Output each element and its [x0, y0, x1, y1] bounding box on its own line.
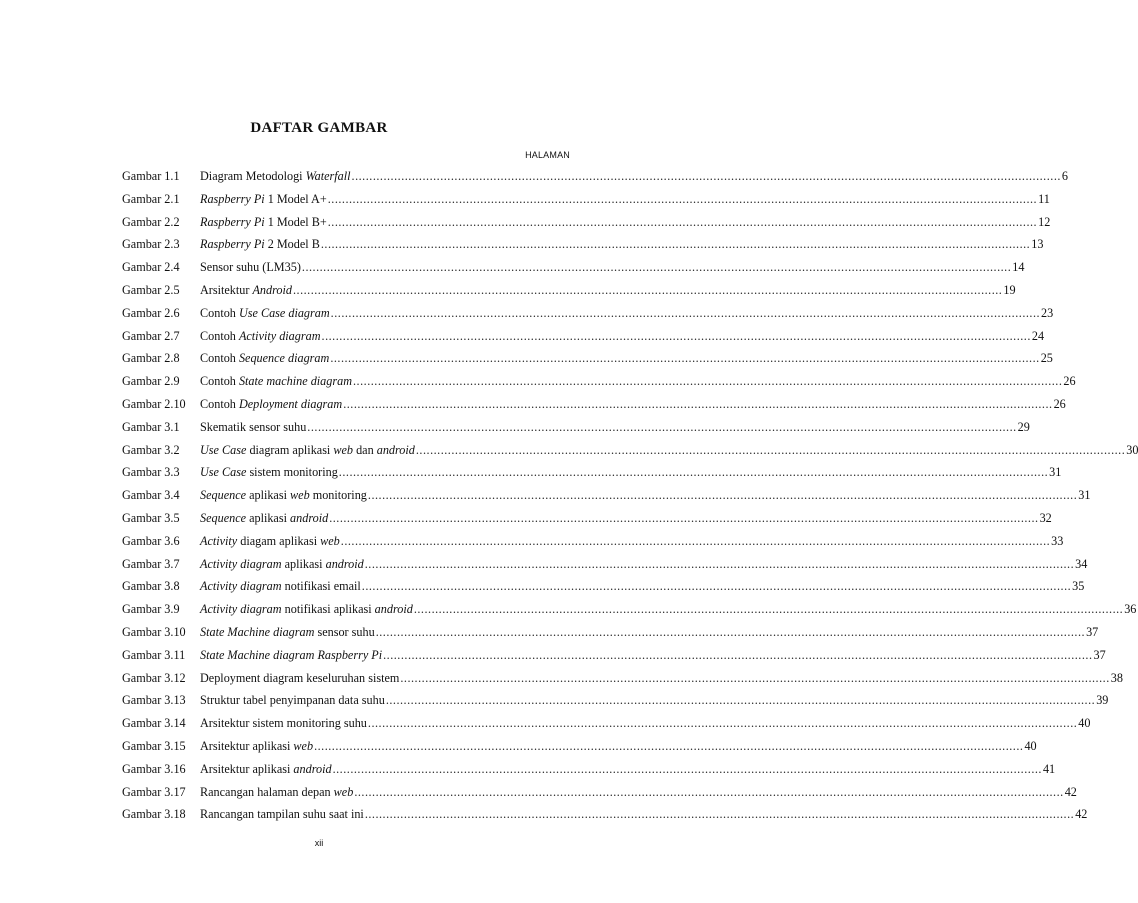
- figure-caption: [200, 283, 292, 298]
- caption-part: web: [333, 784, 354, 799]
- figure-number: Gambar 2.6: [122, 305, 180, 320]
- dot-leader: [321, 237, 1030, 252]
- figure-caption: [200, 716, 367, 731]
- caption-part: Deployment diagram keseluruhan sistem: [200, 670, 400, 685]
- dot-leader: [333, 762, 1042, 777]
- dot-leader: [322, 329, 1031, 344]
- figure-page-number: 19: [1003, 282, 1016, 297]
- caption-part: Sequence diagram: [238, 351, 330, 366]
- caption-part: Waterfall: [305, 169, 351, 183]
- list-item: [122, 556, 1088, 580]
- list-item: [122, 670, 1123, 694]
- figure-number: Gambar 2.2: [122, 214, 180, 229]
- figure-page-number: 6: [1061, 169, 1068, 183]
- list-item: [122, 716, 1091, 739]
- figure-caption: [200, 625, 375, 640]
- caption-part: 2 Model B: [264, 237, 320, 252]
- page-column-header: HALAMAN: [525, 150, 570, 160]
- figure-caption: [200, 192, 327, 207]
- figure-caption: [200, 443, 415, 458]
- caption-part: aplikasi: [246, 510, 291, 525]
- list-item: [122, 419, 1030, 443]
- list-item: [122, 260, 1025, 283]
- figure-number: Gambar 3.1: [122, 419, 180, 434]
- figure-number: Gambar 3.12: [122, 670, 186, 685]
- dot-leader: [339, 465, 1048, 480]
- dot-leader: [368, 488, 1077, 503]
- figure-number: Gambar 2.9: [122, 374, 180, 389]
- figure-page-number: 42: [1075, 807, 1088, 822]
- figure-caption: [200, 739, 313, 754]
- dot-leader: [353, 374, 1062, 389]
- list-item: [122, 237, 1044, 260]
- figure-number: Gambar 3.14: [122, 716, 186, 731]
- figure-number: Gambar 2.5: [122, 282, 180, 297]
- dot-leader: [400, 671, 1109, 686]
- caption-part: Sensor suhu (LM35): [200, 260, 301, 275]
- caption-part: Contoh: [200, 396, 239, 411]
- caption-part: Activity diagram: [200, 579, 282, 594]
- list-item: [122, 579, 1085, 602]
- list-item: [122, 624, 1099, 648]
- caption-part: Contoh: [200, 374, 239, 389]
- caption-part: aplikasi: [281, 556, 326, 571]
- caption-part: android: [374, 602, 413, 617]
- figure-page-number: 42: [1064, 784, 1077, 799]
- caption-part: Activity diagram: [200, 602, 282, 617]
- figure-number: Gambar 3.5: [122, 510, 180, 525]
- figure-page-number: 36: [1124, 602, 1137, 617]
- list-item: [122, 351, 1053, 374]
- figure-number: Gambar 3.15: [122, 738, 186, 753]
- list-item: [122, 533, 1064, 557]
- caption-part: Diagram Metodologi: [200, 169, 306, 183]
- figure-caption: [200, 648, 382, 663]
- caption-part: Contoh: [200, 305, 239, 320]
- figure-caption: [200, 693, 385, 708]
- figure-number: Gambar 1.1: [122, 169, 180, 183]
- list-item: [122, 282, 1016, 306]
- list-item: [122, 465, 1062, 488]
- list-item: [122, 784, 1077, 808]
- caption-part: android: [293, 761, 332, 776]
- caption-part: Activity diagram: [238, 328, 321, 343]
- figure-number: Gambar 3.13: [122, 693, 186, 708]
- dot-leader: [343, 397, 1052, 412]
- figure-number: Gambar 2.7: [122, 328, 180, 343]
- dot-leader: [362, 579, 1071, 594]
- figure-caption: [200, 260, 301, 275]
- figure-page-number: 40: [1024, 738, 1037, 753]
- figure-page-number: 37: [1093, 647, 1106, 662]
- dot-leader: [414, 602, 1123, 617]
- page-title: DAFTAR GAMBAR: [250, 120, 388, 136]
- figure-page-number: 38: [1110, 670, 1123, 685]
- caption-part: Arsitektur aplikasi: [200, 738, 294, 753]
- figure-number: Gambar 3.17: [122, 784, 186, 799]
- dot-leader: [302, 260, 1011, 275]
- dot-leader: [386, 693, 1095, 708]
- caption-part: sistem monitoring: [246, 465, 338, 480]
- caption-part: diagam aplikasi: [237, 533, 321, 548]
- list-item: [122, 488, 1091, 511]
- caption-part: Arsitektur sistem monitoring suhu: [200, 716, 367, 731]
- list-item: [122, 305, 1054, 329]
- figure-page-number: 31: [1078, 488, 1091, 503]
- figure-caption: [200, 329, 321, 344]
- list-item: [122, 647, 1106, 671]
- figure-page-number: 30: [1126, 442, 1138, 457]
- list-item: [122, 807, 1088, 830]
- caption-part: Android: [252, 282, 292, 297]
- figure-caption: [200, 579, 361, 594]
- dot-leader: [365, 807, 1074, 822]
- caption-part: State Machine diagram: [200, 624, 315, 639]
- dot-leader: [376, 625, 1085, 640]
- list-item: [122, 693, 1109, 716]
- list-of-figures: [122, 169, 1138, 830]
- dot-leader: [331, 306, 1040, 321]
- list-item: [122, 374, 1076, 397]
- caption-part: web: [290, 488, 310, 503]
- caption-part: Rancangan halaman depan: [200, 784, 334, 799]
- dot-leader: [314, 739, 1023, 754]
- dot-leader: [416, 443, 1125, 458]
- caption-part: web: [320, 533, 340, 548]
- figure-page-number: 25: [1040, 351, 1053, 366]
- dot-leader: [328, 215, 1037, 230]
- caption-part: Use Case diagram: [238, 305, 330, 320]
- caption-part: Arsitektur aplikasi: [200, 761, 294, 776]
- list-item: [122, 442, 1138, 466]
- dot-leader: [383, 648, 1092, 663]
- caption-part: dan: [353, 442, 377, 457]
- dot-leader: [329, 511, 1038, 526]
- figure-number: Gambar 3.18: [122, 807, 186, 822]
- figure-number: Gambar 2.1: [122, 191, 180, 206]
- figure-page-number: 24: [1031, 328, 1045, 343]
- figure-page-number: 26: [1053, 396, 1066, 411]
- caption-part: 1 Model A+: [264, 191, 327, 206]
- figure-caption: [200, 557, 364, 572]
- caption-part: Contoh: [200, 328, 239, 343]
- figure-number: Gambar 3.10: [122, 624, 186, 639]
- figure-page-number: 32: [1039, 510, 1052, 525]
- list-item: [122, 602, 1137, 625]
- figure-number: Gambar 3.11: [122, 647, 186, 662]
- caption-part: Raspberry Pi: [200, 191, 265, 206]
- figure-page-number: 23: [1041, 305, 1054, 320]
- figure-number: Gambar 2.4: [122, 260, 180, 275]
- dot-leader: [354, 785, 1063, 800]
- caption-part: Rancangan tampilan suhu saat ini: [200, 807, 364, 822]
- figure-caption: [200, 420, 306, 435]
- figure-page-number: 41: [1042, 761, 1056, 776]
- caption-part: Activity: [200, 533, 238, 548]
- figure-page-number: 33: [1051, 533, 1064, 548]
- page-number-footer: xii: [314, 838, 324, 848]
- figure-caption: [200, 465, 338, 480]
- list-item: [122, 510, 1052, 534]
- caption-part: Sequence: [200, 488, 247, 503]
- figure-page-number: 39: [1096, 693, 1109, 708]
- list-item: [122, 169, 1068, 192]
- figure-caption: [200, 397, 342, 412]
- figure-page-number: 31: [1049, 465, 1062, 480]
- figure-page-number: 34: [1075, 556, 1088, 571]
- caption-part: Use Case: [200, 442, 247, 457]
- figure-page-number: 40: [1078, 716, 1091, 731]
- caption-part: aplikasi: [246, 488, 291, 503]
- caption-part: notifikasi aplikasi: [281, 602, 375, 617]
- figure-number: Gambar 3.3: [122, 465, 180, 480]
- figure-caption: [200, 671, 399, 686]
- figure-caption: [200, 511, 328, 526]
- figure-number: Gambar 2.3: [122, 237, 180, 252]
- figure-caption: [200, 785, 353, 800]
- caption-part: diagram aplikasi: [246, 442, 334, 457]
- figure-number: Gambar 3.9: [122, 602, 180, 617]
- caption-part: android: [290, 510, 329, 525]
- dot-leader: [293, 283, 1002, 298]
- dot-leader: [307, 420, 1016, 435]
- figure-page-number: 14: [1012, 260, 1025, 275]
- figure-caption: [200, 534, 340, 549]
- caption-part: android: [376, 442, 415, 457]
- list-item: [122, 191, 1050, 215]
- figure-caption: [200, 306, 330, 321]
- figure-caption: [200, 807, 364, 822]
- dot-leader: [368, 716, 1077, 731]
- caption-part: android: [325, 556, 364, 571]
- caption-part: web: [293, 738, 314, 753]
- figure-number: Gambar 3.4: [122, 488, 180, 503]
- figure-page-number: 35: [1072, 579, 1085, 594]
- list-item: [122, 738, 1037, 762]
- caption-part: Deployment diagram: [238, 396, 343, 411]
- caption-part: notifikasi email: [281, 579, 361, 594]
- caption-part: State Machine diagram Raspberry Pi: [200, 647, 383, 662]
- figure-page-number: 13: [1031, 237, 1044, 252]
- caption-part: sensor suhu: [314, 624, 375, 639]
- figure-number: Gambar 2.8: [122, 351, 180, 366]
- figure-caption: [200, 374, 352, 389]
- list-item: [122, 214, 1051, 238]
- caption-part: monitoring: [309, 488, 367, 503]
- list-item: [122, 396, 1066, 420]
- caption-part: Struktur tabel penyimpanan data suhu: [200, 693, 385, 708]
- figure-caption: [200, 602, 413, 617]
- figure-number: Gambar 3.8: [122, 579, 180, 594]
- figure-page-number: 26: [1063, 374, 1076, 389]
- caption-part: Arsitektur: [200, 282, 253, 297]
- figure-number: Gambar 3.2: [122, 442, 180, 457]
- dot-leader: [341, 534, 1050, 549]
- figure-page-number: 37: [1086, 624, 1099, 639]
- dot-leader: [352, 169, 1061, 184]
- figure-caption: [200, 762, 332, 777]
- caption-part: Activity diagram: [200, 556, 282, 571]
- caption-part: Contoh: [200, 351, 239, 366]
- dot-leader: [330, 351, 1039, 366]
- figure-page-number: 12: [1038, 214, 1051, 229]
- caption-part: State machine diagram: [238, 374, 352, 389]
- figure-page-number: 29: [1017, 419, 1030, 434]
- figure-caption: [200, 215, 327, 230]
- dot-leader: [365, 557, 1074, 572]
- figure-number: Gambar 3.7: [122, 556, 180, 571]
- caption-part: Raspberry Pi: [200, 237, 265, 252]
- figure-caption: [200, 169, 351, 184]
- caption-part: Use Case: [200, 465, 247, 480]
- figure-number: Gambar 3.16: [122, 761, 186, 776]
- figure-caption: [200, 351, 329, 366]
- caption-part: web: [333, 442, 354, 457]
- caption-part: Skematik sensor suhu: [200, 419, 307, 434]
- figure-page-number: 11: [1038, 191, 1050, 206]
- figure-caption: [200, 488, 367, 503]
- list-item: [122, 328, 1045, 352]
- figure-caption: [200, 237, 320, 252]
- caption-part: 1 Model B+: [264, 214, 327, 229]
- caption-part: Raspberry Pi: [200, 214, 265, 229]
- figure-number: Gambar 2.10: [122, 396, 186, 411]
- dot-leader: [328, 192, 1037, 207]
- caption-part: Sequence: [200, 510, 247, 525]
- list-item: [122, 761, 1056, 785]
- figure-number: Gambar 3.6: [122, 533, 180, 548]
